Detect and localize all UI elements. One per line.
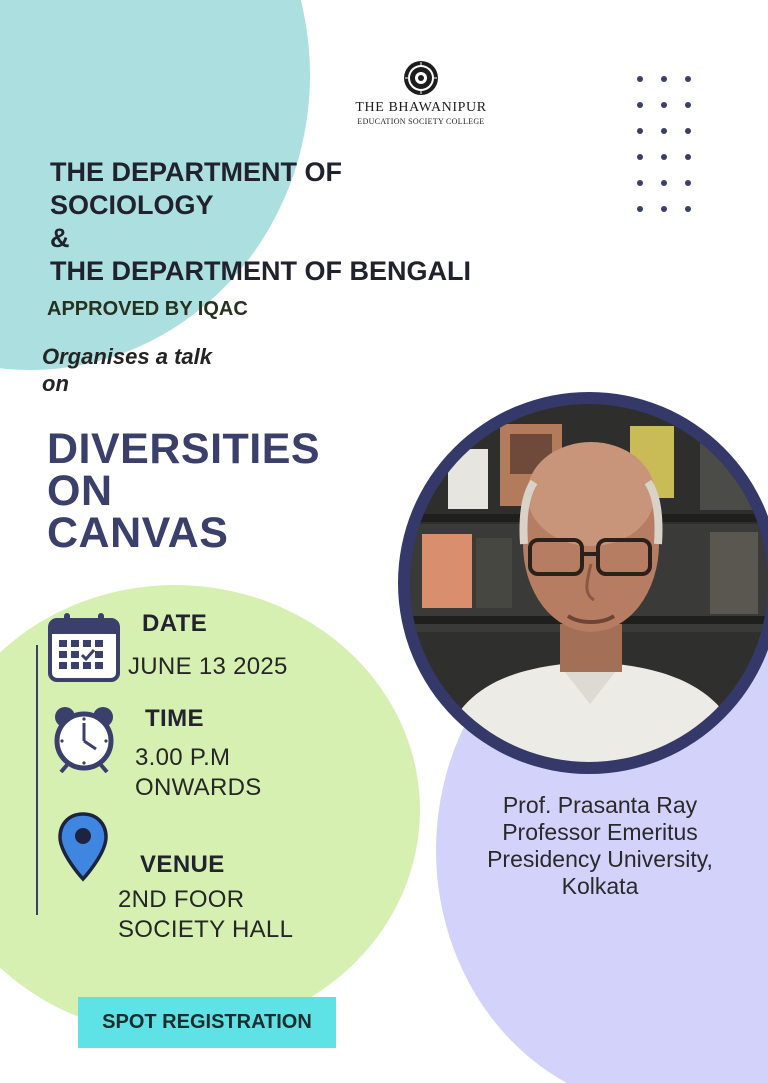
- details-divider: [36, 645, 38, 915]
- department-line: THE DEPARTMENT OF BENGALI: [50, 256, 471, 286]
- dot: [661, 154, 667, 160]
- spot-registration-badge: SPOT REGISTRATION: [78, 997, 336, 1048]
- alarm-clock-icon: [51, 705, 117, 773]
- speaker-name: Prof. Prasanta Ray: [502, 792, 698, 818]
- venue-value: [118, 885, 293, 945]
- college-seal-icon: [403, 60, 439, 96]
- dot: [685, 102, 691, 108]
- dot: [637, 206, 643, 212]
- intro-line: Organises a talk: [42, 344, 212, 369]
- dot: [661, 76, 667, 82]
- venue-value-line: 2ND FOOR: [118, 886, 245, 913]
- dot: [637, 128, 643, 134]
- intro-line: on: [42, 371, 69, 396]
- iqac-approval: APPROVED BY IQAC: [47, 298, 248, 320]
- speaker-photo: [410, 404, 768, 762]
- dot: [685, 154, 691, 160]
- organising-departments: [50, 156, 471, 288]
- department-line: &: [50, 223, 70, 253]
- talk-title-line: CANVAS: [47, 509, 229, 557]
- dot: [637, 76, 643, 82]
- speaker-info: [455, 792, 745, 900]
- dot: [661, 102, 667, 108]
- dot: [637, 154, 643, 160]
- dot: [685, 76, 691, 82]
- talk-title: [47, 425, 321, 557]
- college-logo: [350, 60, 492, 126]
- talk-title-line: DIVERSITIES: [47, 425, 321, 473]
- speaker-affiliation: Presidency University,: [487, 846, 713, 872]
- college-name-subtitle: EDUCATION SOCIETY COLLEGE: [357, 117, 485, 126]
- venue-label: VENUE: [140, 851, 225, 878]
- dot-grid-decoration: [637, 76, 691, 212]
- dot: [685, 206, 691, 212]
- dot: [685, 180, 691, 186]
- location-pin-icon: [58, 812, 108, 882]
- dot: [637, 180, 643, 186]
- time-value-line: ONWARDS: [135, 774, 262, 801]
- department-line: SOCIOLOGY: [50, 190, 214, 220]
- dot: [685, 128, 691, 134]
- dot: [661, 128, 667, 134]
- dot: [661, 180, 667, 186]
- speaker-photo-frame: [398, 392, 768, 774]
- time-label: TIME: [145, 705, 204, 732]
- department-line: THE DEPARTMENT OF: [50, 157, 342, 187]
- venue-value-line: SOCIETY HALL: [118, 916, 294, 943]
- calendar-icon: [48, 612, 120, 682]
- time-value: [135, 743, 262, 803]
- intro-text: [42, 343, 212, 397]
- college-name: THE BHAWANIPUR: [355, 100, 487, 115]
- dot: [637, 102, 643, 108]
- dot: [661, 206, 667, 212]
- date-label: DATE: [142, 610, 208, 637]
- talk-title-line: ON: [47, 467, 113, 515]
- speaker-location: Kolkata: [561, 873, 639, 899]
- date-value: JUNE 13 2025: [128, 653, 288, 680]
- time-value-line: 3.00 P.M: [135, 744, 231, 771]
- speaker-title: Professor Emeritus: [502, 819, 698, 845]
